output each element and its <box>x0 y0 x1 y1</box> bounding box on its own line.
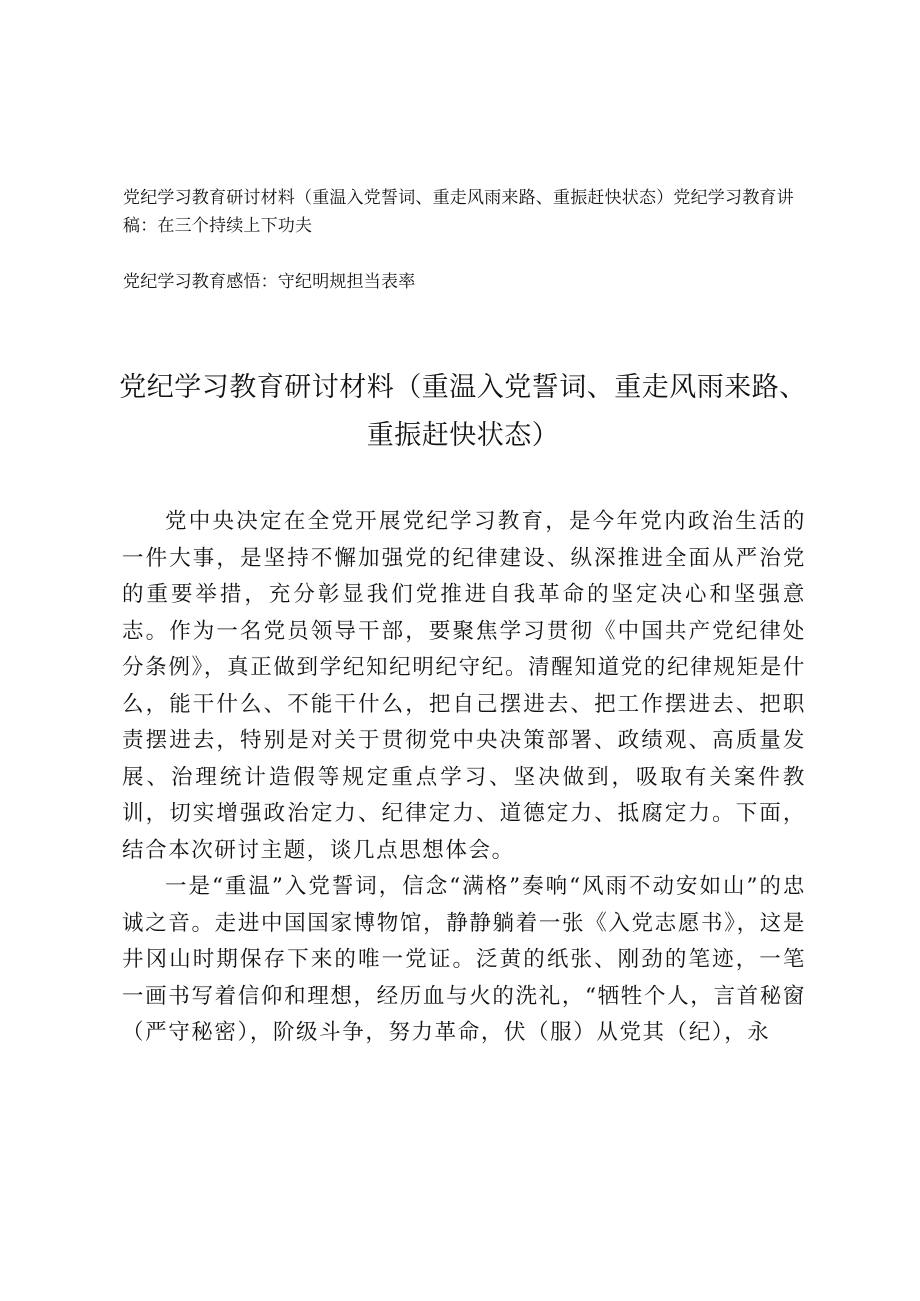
toc-item-2[interactable]: 党纪学习教育感悟：守纪明规担当表率 <box>123 272 416 292</box>
document-title: 党纪学习教育研讨材料（重温入党誓词、重走风雨来路、重振赶快状态） <box>119 372 807 451</box>
body-paragraph-2: 一是“重温”入党誓词，信念“满格”奏响“风雨不动安如山”的忠诚之音。走进中国国家博物馆，静静躺着一张《入党志愿书》，这是井冈山时期保存下来的唯一党证。泛黄的纸张、刚劲的笔迹，一笔一画书写着信仰和理想，经历血与火的洗礼，“牺牲个人，言首秘窗（严守秘密），阶级斗争，努力革命，伏（服）从党其（纪），永 <box>122 874 806 1045</box>
document-body <box>122 504 806 1052</box>
toc-item-1[interactable]: 党纪学习教育研讨材料（重温入党誓词、重走风雨来路、重振赶快状态）党纪学习教育讲稿：在三个持续上下功夫 <box>123 188 794 236</box>
body-paragraph-1: 党中央决定在全党开展党纪学习教育，是今年党内政治生活的一件大事，是坚持不懈加强党的纪律建设、纵深推进全面从严治党的重要举措，充分彰显我们党推进自我革命的坚定决心和坚强意志。作为一名党员领导干部，要聚焦学习贯彻《中国共产党纪律处分条例》，真正做到学纪知纪明纪守纪。清醒知道党的纪律规矩是什么，能干什么、不能干什么，把自己摆进去、把工作摆进去、把职责摆进去，特别是对关于贯彻党中央决策部署、政绩观、高质量发展、治理统计造假等规定重点学习、坚决做到，吸取有关案件教训，切实增强政治定力、纪律定力、道德定力、抵腐定力。下面，结合本次研讨主题，谈几点思想体会。 <box>122 509 806 863</box>
table-of-contents <box>123 184 823 296</box>
